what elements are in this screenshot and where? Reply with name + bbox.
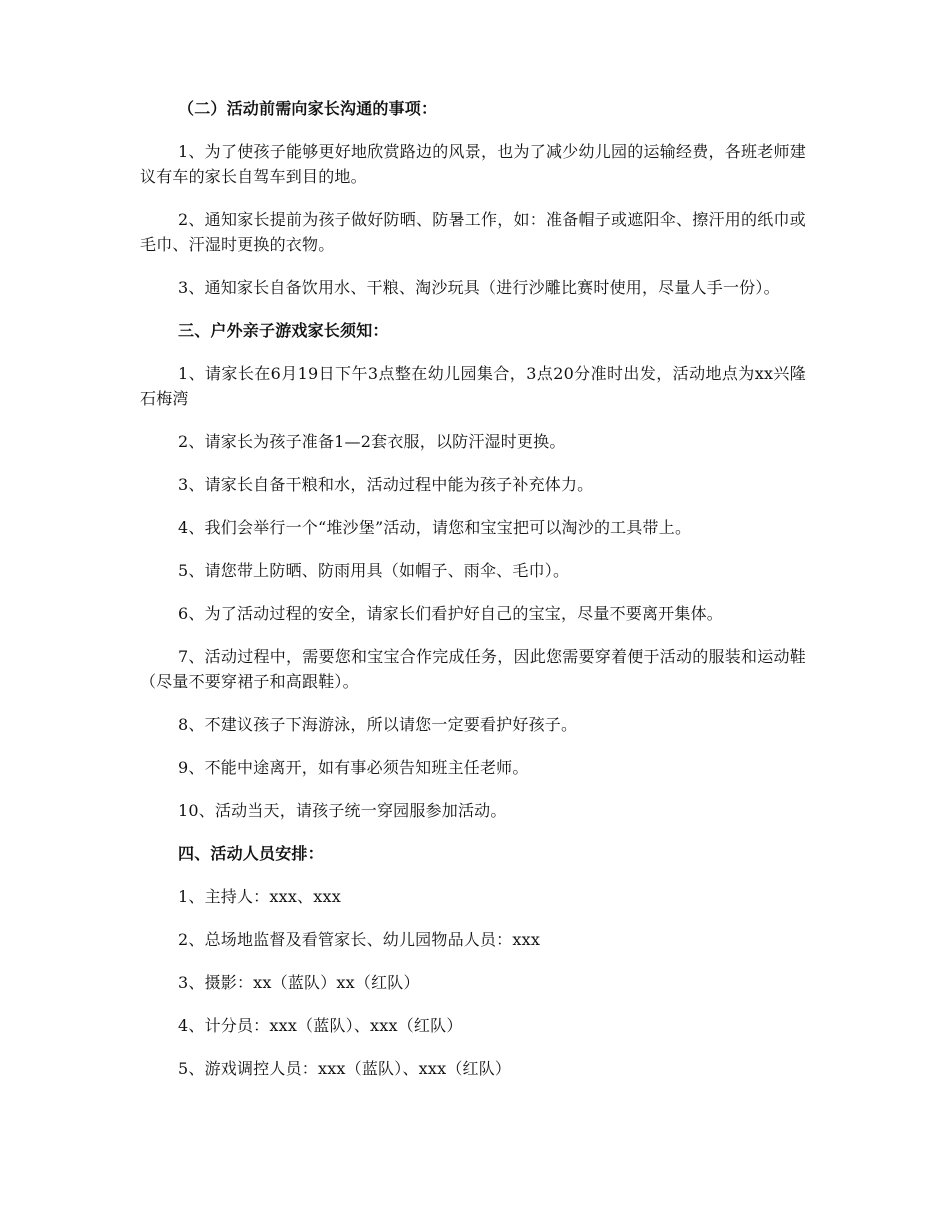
paragraph: 3、通知家长自备饮用水、干粮、淘沙玩具（进行沙雕比赛时使用，尽量人手一份）。 bbox=[178, 278, 780, 297]
paragraph: 1、请家长在6月19日下午3点整在幼儿园集合，3点20分准时出发，活动地点为xx兴隆石梅湾 bbox=[140, 364, 806, 408]
section-heading: 四、活动人员安排： bbox=[178, 844, 324, 863]
paragraph: 3、摄影：xx（蓝队）xx（红队） bbox=[178, 973, 420, 992]
paragraph: 6、为了活动过程的安全，请家长们看护好自己的宝宝，尽量不要离开集体。 bbox=[178, 604, 723, 623]
paragraph: 5、请您带上防晒、防雨用具（如帽子、雨伞、毛巾）。 bbox=[178, 561, 570, 580]
paragraph: 5、游戏调控人员：xxx（蓝队）、xxx（红队） bbox=[178, 1059, 512, 1078]
paragraph: 3、请家长自备干粮和水，活动过程中能为孩子补充体力。 bbox=[178, 475, 594, 494]
paragraph: 7、活动过程中，需要您和宝宝合作完成任务，因此您需要穿着便于活动的服装和运动鞋（尽量不要穿裙子和高跟鞋）。 bbox=[140, 647, 806, 691]
paragraph: 10、活动当天，请孩子统一穿园服参加活动。 bbox=[178, 801, 507, 820]
section-heading: （二）活动前需向家长沟通的事项： bbox=[178, 99, 438, 118]
paragraph: 1、为了使孩子能够更好地欣赏路边的风景，也为了减少幼儿园的运输经费，各班老师建议有车的家长自驾车到目的地。 bbox=[140, 142, 806, 186]
section-heading: 三、户外亲子游戏家长须知： bbox=[178, 321, 389, 340]
document-body bbox=[140, 96, 806, 1099]
paragraph: 2、总场地监督及看管家长、幼儿园物品人员：xxx bbox=[178, 930, 541, 949]
paragraph: 2、请家长为孩子准备1—2套衣服，以防汗湿时更换。 bbox=[178, 432, 566, 451]
paragraph: 4、我们会举行一个“堆沙堡”活动，请您和宝宝把可以淘沙的工具带上。 bbox=[178, 518, 692, 537]
paragraph: 4、计分员：xxx（蓝队）、xxx（红队） bbox=[178, 1016, 463, 1035]
paragraph: 1、主持人：xxx、xxx bbox=[178, 887, 341, 906]
paragraph: 8、不建议孩子下海游泳，所以请您一定要看护好孩子。 bbox=[178, 715, 578, 734]
paragraph: 9、不能中途离开，如有事必须告知班主任老师。 bbox=[178, 758, 529, 777]
paragraph: 2、通知家长提前为孩子做好防晒、防暑工作，如：准备帽子或遮阳伞、擦汗用的纸巾或毛巾、汗湿时更换的衣物。 bbox=[140, 210, 806, 254]
